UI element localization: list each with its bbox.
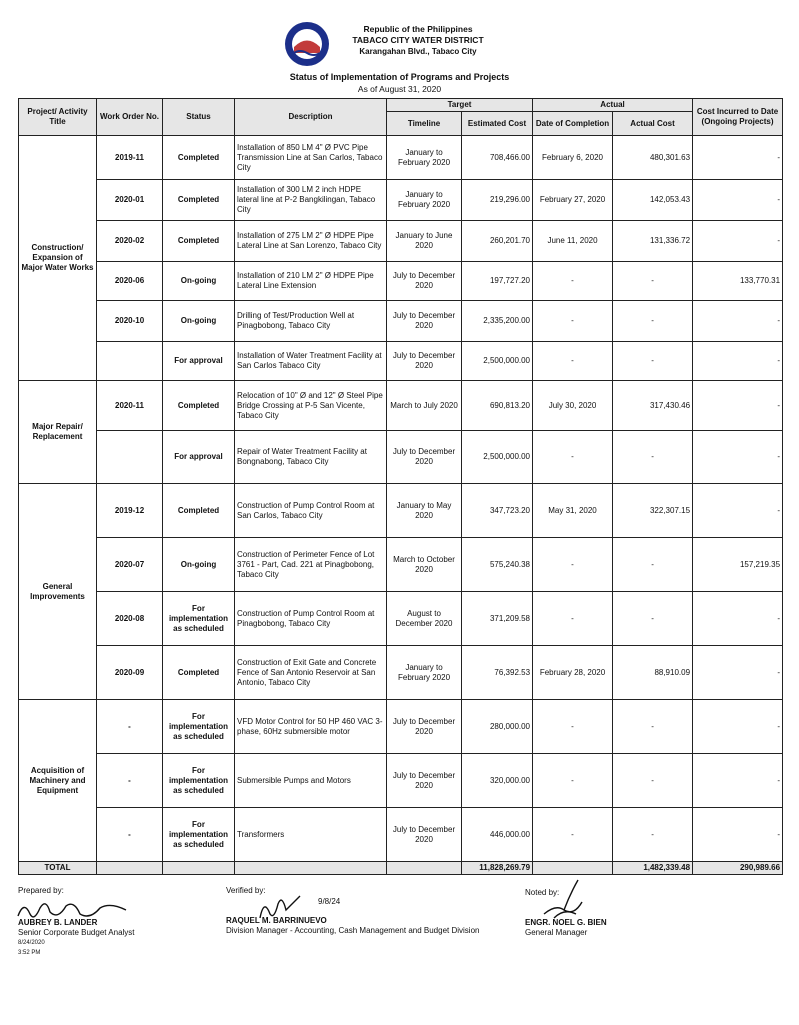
estimated-cost-cell: 347,723.20 (462, 484, 533, 538)
estimated-cost-cell: 320,000.00 (462, 754, 533, 808)
table-row (19, 538, 783, 592)
description-cell: Construction of Pump Control Room at Pinagbobong, Tabaco City (235, 592, 387, 646)
description-cell: Transformers (235, 808, 387, 862)
description-cell: Installation of 850 LM 4" Ø PVC Pipe Transmission Line at San Carlos, Tabaco City (235, 136, 387, 180)
verified-label: Verified by: (226, 886, 266, 895)
noted-position: General Manager (525, 928, 588, 937)
timeline-cell: January to June 2020 (387, 221, 462, 262)
table-row (19, 180, 783, 221)
status-cell: On-going (163, 262, 235, 301)
timeline-cell: July to December 2020 (387, 262, 462, 301)
header-agency: TABACO CITY WATER DISTRICT (352, 35, 484, 45)
cost-incurred-cell: - (693, 808, 783, 862)
completion-date-cell: - (533, 592, 613, 646)
cost-incurred-cell: - (693, 484, 783, 538)
completion-date-cell: - (533, 342, 613, 381)
timeline-cell: January to May 2020 (387, 484, 462, 538)
work-order-cell: - (97, 754, 163, 808)
projects-table (18, 98, 783, 875)
prepared-label: Prepared by: (18, 886, 64, 895)
description-cell: Construction of Perimeter Fence of Lot 3761 - Part, Cad. 221 at Pinagbobong, Tabaco City (235, 538, 387, 592)
cost-incurred-cell: - (693, 180, 783, 221)
cost-incurred-cell: - (693, 431, 783, 484)
completion-date-cell: June 11, 2020 (533, 221, 613, 262)
completion-date-cell: February 28, 2020 (533, 646, 613, 700)
completion-date-cell: May 31, 2020 (533, 484, 613, 538)
status-cell: On-going (163, 538, 235, 592)
timeline-cell: July to December 2020 (387, 700, 462, 754)
actual-cost-cell: 480,301.63 (613, 136, 693, 180)
timeline-cell: March to July 2020 (387, 381, 462, 431)
actual-cost-cell: - (613, 342, 693, 381)
actual-cost-cell: 131,336.72 (613, 221, 693, 262)
total-actual-cost: 1,482,339.48 (613, 862, 693, 875)
prepared-by-block (18, 886, 64, 896)
cost-incurred-cell: - (693, 301, 783, 342)
noted-name: ENGR. NOEL G. BIEN (525, 918, 607, 927)
status-cell: Completed (163, 646, 235, 700)
col-estimated-cost: Estimated Cost (462, 112, 533, 136)
work-order-cell: 2020-01 (97, 180, 163, 221)
timeline-cell: January to February 2020 (387, 136, 462, 180)
cost-incurred-cell: - (693, 700, 783, 754)
work-order-cell: 2019-12 (97, 484, 163, 538)
timeline-cell: July to December 2020 (387, 301, 462, 342)
prepared-date: 8/24/2020 (18, 940, 45, 946)
estimated-cost-cell: 2,500,000.00 (462, 431, 533, 484)
completion-date-cell: - (533, 754, 613, 808)
water-district-seal-icon (283, 20, 331, 68)
actual-cost-cell: 142,053.43 (613, 180, 693, 221)
verified-position: Division Manager - Accounting, Cash Management and Budget Division (226, 926, 480, 935)
estimated-cost-cell: 371,209.58 (462, 592, 533, 646)
work-order-cell: - (97, 808, 163, 862)
description-cell: Repair of Water Treatment Facility at Bongnabong, Tabaco City (235, 431, 387, 484)
completion-date-cell: February 27, 2020 (533, 180, 613, 221)
actual-cost-cell: - (613, 700, 693, 754)
table-row (19, 136, 783, 180)
prepared-name: AUBREY B. LANDER (18, 918, 98, 927)
timeline-cell: July to December 2020 (387, 431, 462, 484)
header-republic: Republic of the Philippines (363, 24, 473, 34)
estimated-cost-cell: 260,201.70 (462, 221, 533, 262)
total-row (19, 862, 783, 875)
estimated-cost-cell: 446,000.00 (462, 808, 533, 862)
noted-signature-icon (534, 874, 594, 924)
description-cell: Installation of Water Treatment Facility at San Carlos Tabaco City (235, 342, 387, 381)
timeline-cell: August to December 2020 (387, 592, 462, 646)
activity-title: Construction/ Expansion of Major Water Works (19, 136, 97, 381)
status-cell: Completed (163, 136, 235, 180)
cost-incurred-cell: - (693, 136, 783, 180)
work-order-cell (97, 342, 163, 381)
work-order-cell: 2020-06 (97, 262, 163, 301)
activity-title: Acquisition of Machinery and Equipment (19, 700, 97, 862)
description-cell: Construction of Exit Gate and Concrete Fence of San Antonio Reservoir at San Antonio, Tabaco City (235, 646, 387, 700)
completion-date-cell: - (533, 700, 613, 754)
cost-incurred-cell: - (693, 342, 783, 381)
work-order-cell: 2020-10 (97, 301, 163, 342)
total-blank (163, 862, 235, 875)
col-cost-incurred: Cost Incurred to Date (Ongoing Projects) (693, 99, 783, 136)
description-cell: VFD Motor Control for 50 HP 460 VAC 3-phase, 60Hz submersible motor (235, 700, 387, 754)
status-cell: For approval (163, 342, 235, 381)
work-order-cell: 2020-08 (97, 592, 163, 646)
status-cell: Completed (163, 180, 235, 221)
completion-date-cell: - (533, 301, 613, 342)
table-row (19, 592, 783, 646)
cost-incurred-cell: - (693, 221, 783, 262)
cost-incurred-cell: 133,770.31 (693, 262, 783, 301)
actual-cost-cell: - (613, 808, 693, 862)
estimated-cost-cell: 575,240.38 (462, 538, 533, 592)
table-row (19, 301, 783, 342)
description-cell: Drilling of Test/Production Well at Pinagbobong, Tabaco City (235, 301, 387, 342)
status-cell: For implementation as scheduled (163, 808, 235, 862)
col-target: Target (387, 99, 533, 112)
total-cost-incurred: 290,989.66 (693, 862, 783, 875)
actual-cost-cell: - (613, 301, 693, 342)
total-blank (97, 862, 163, 875)
status-cell: For implementation as scheduled (163, 592, 235, 646)
description-cell: Installation of 210 LM 2" Ø HDPE Pipe Lateral Line Extension (235, 262, 387, 301)
completion-date-cell: February 6, 2020 (533, 136, 613, 180)
col-actual-cost: Actual Cost (613, 112, 693, 136)
estimated-cost-cell: 197,727.20 (462, 262, 533, 301)
status-cell: On-going (163, 301, 235, 342)
actual-cost-cell: - (613, 262, 693, 301)
work-order-cell: 2020-09 (97, 646, 163, 700)
work-order-cell: - (97, 700, 163, 754)
estimated-cost-cell: 708,466.00 (462, 136, 533, 180)
work-order-cell (97, 431, 163, 484)
timeline-cell: July to December 2020 (387, 342, 462, 381)
work-order-cell: 2020-02 (97, 221, 163, 262)
cost-incurred-cell: - (693, 754, 783, 808)
col-description: Description (235, 99, 387, 136)
work-order-cell: 2019-11 (97, 136, 163, 180)
total-label: TOTAL (19, 862, 97, 875)
table-row (19, 646, 783, 700)
timeline-cell: January to February 2020 (387, 180, 462, 221)
table-row (19, 381, 783, 431)
cost-incurred-cell: - (693, 381, 783, 431)
col-status: Status (163, 99, 235, 136)
total-blank (533, 862, 613, 875)
estimated-cost-cell: 280,000.00 (462, 700, 533, 754)
table-row (19, 342, 783, 381)
completion-date-cell: - (533, 808, 613, 862)
work-order-cell: 2020-11 (97, 381, 163, 431)
table-row (19, 808, 783, 862)
description-cell: Construction of Pump Control Room at San Carlos, Tabaco City (235, 484, 387, 538)
report-date: As of August 31, 2020 (357, 84, 442, 94)
status-cell: For implementation as scheduled (163, 700, 235, 754)
actual-cost-cell: - (613, 538, 693, 592)
description-cell: Relocation of 10" Ø and 12" Ø Steel Pipe Bridge Crossing at P-5 San Vicente, Tabaco City (235, 381, 387, 431)
work-order-cell: 2020-07 (97, 538, 163, 592)
status-cell: For implementation as scheduled (163, 754, 235, 808)
completion-date-cell: - (533, 538, 613, 592)
prepared-position: Senior Corporate Budget Analyst (18, 928, 135, 937)
estimated-cost-cell: 690,813.20 (462, 381, 533, 431)
total-estimated-cost: 11,828,269.79 (462, 862, 533, 875)
col-completion-date: Date of Completion (533, 112, 613, 136)
actual-cost-cell: - (613, 754, 693, 808)
status-cell: Completed (163, 484, 235, 538)
timeline-cell: July to December 2020 (387, 808, 462, 862)
actual-cost-cell: 322,307.15 (613, 484, 693, 538)
actual-cost-cell: 317,430.46 (613, 381, 693, 431)
table-row (19, 754, 783, 808)
actual-cost-cell: 88,910.09 (613, 646, 693, 700)
completion-date-cell: July 30, 2020 (533, 381, 613, 431)
col-actual: Actual (533, 99, 693, 112)
completion-date-cell: - (533, 431, 613, 484)
status-cell: Completed (163, 381, 235, 431)
description-cell: Installation of 300 LM 2 inch HDPE lateral line at P-2 Bangkilingan, Tabaco City (235, 180, 387, 221)
timeline-cell: March to October 2020 (387, 538, 462, 592)
cost-incurred-cell: 157,219.35 (693, 538, 783, 592)
activity-title: General Improvements (19, 484, 97, 700)
col-work-order: Work Order No. (97, 99, 163, 136)
table-row (19, 431, 783, 484)
activity-title: Major Repair/ Replacement (19, 381, 97, 484)
prepared-time: 3:52 PM (18, 950, 41, 956)
noted-label: Noted by: (525, 888, 560, 897)
cost-incurred-cell: - (693, 592, 783, 646)
estimated-cost-cell: 2,500,000.00 (462, 342, 533, 381)
actual-cost-cell: - (613, 431, 693, 484)
completion-date-cell: - (533, 262, 613, 301)
table-row (19, 700, 783, 754)
description-cell: Submersible Pumps and Motors (235, 754, 387, 808)
estimated-cost-cell: 2,335,200.00 (462, 301, 533, 342)
timeline-cell: January to February 2020 (387, 646, 462, 700)
report-title: Status of Implementation of Programs and Projects (289, 72, 510, 82)
header-address: Karangahan Blvd., Tabaco City (359, 47, 477, 56)
total-blank (387, 862, 462, 875)
status-cell: Completed (163, 221, 235, 262)
total-blank (235, 862, 387, 875)
actual-cost-cell: - (613, 592, 693, 646)
estimated-cost-cell: 76,392.53 (462, 646, 533, 700)
verified-name: RAQUEL M. BARRINUEVO (226, 916, 327, 925)
timeline-cell: July to December 2020 (387, 754, 462, 808)
col-activity: Project/ Activity Title (19, 99, 97, 136)
estimated-cost-cell: 219,296.00 (462, 180, 533, 221)
cost-incurred-cell: - (693, 646, 783, 700)
table-row (19, 221, 783, 262)
table-row (19, 484, 783, 538)
col-timeline: Timeline (387, 112, 462, 136)
verified-handwritten-date: 9/8/24 (318, 897, 341, 906)
status-cell: For approval (163, 431, 235, 484)
description-cell: Installation of 275 LM 2" Ø HDPE Pipe Lateral Line at San Lorenzo, Tabaco City (235, 221, 387, 262)
table-row (19, 262, 783, 301)
